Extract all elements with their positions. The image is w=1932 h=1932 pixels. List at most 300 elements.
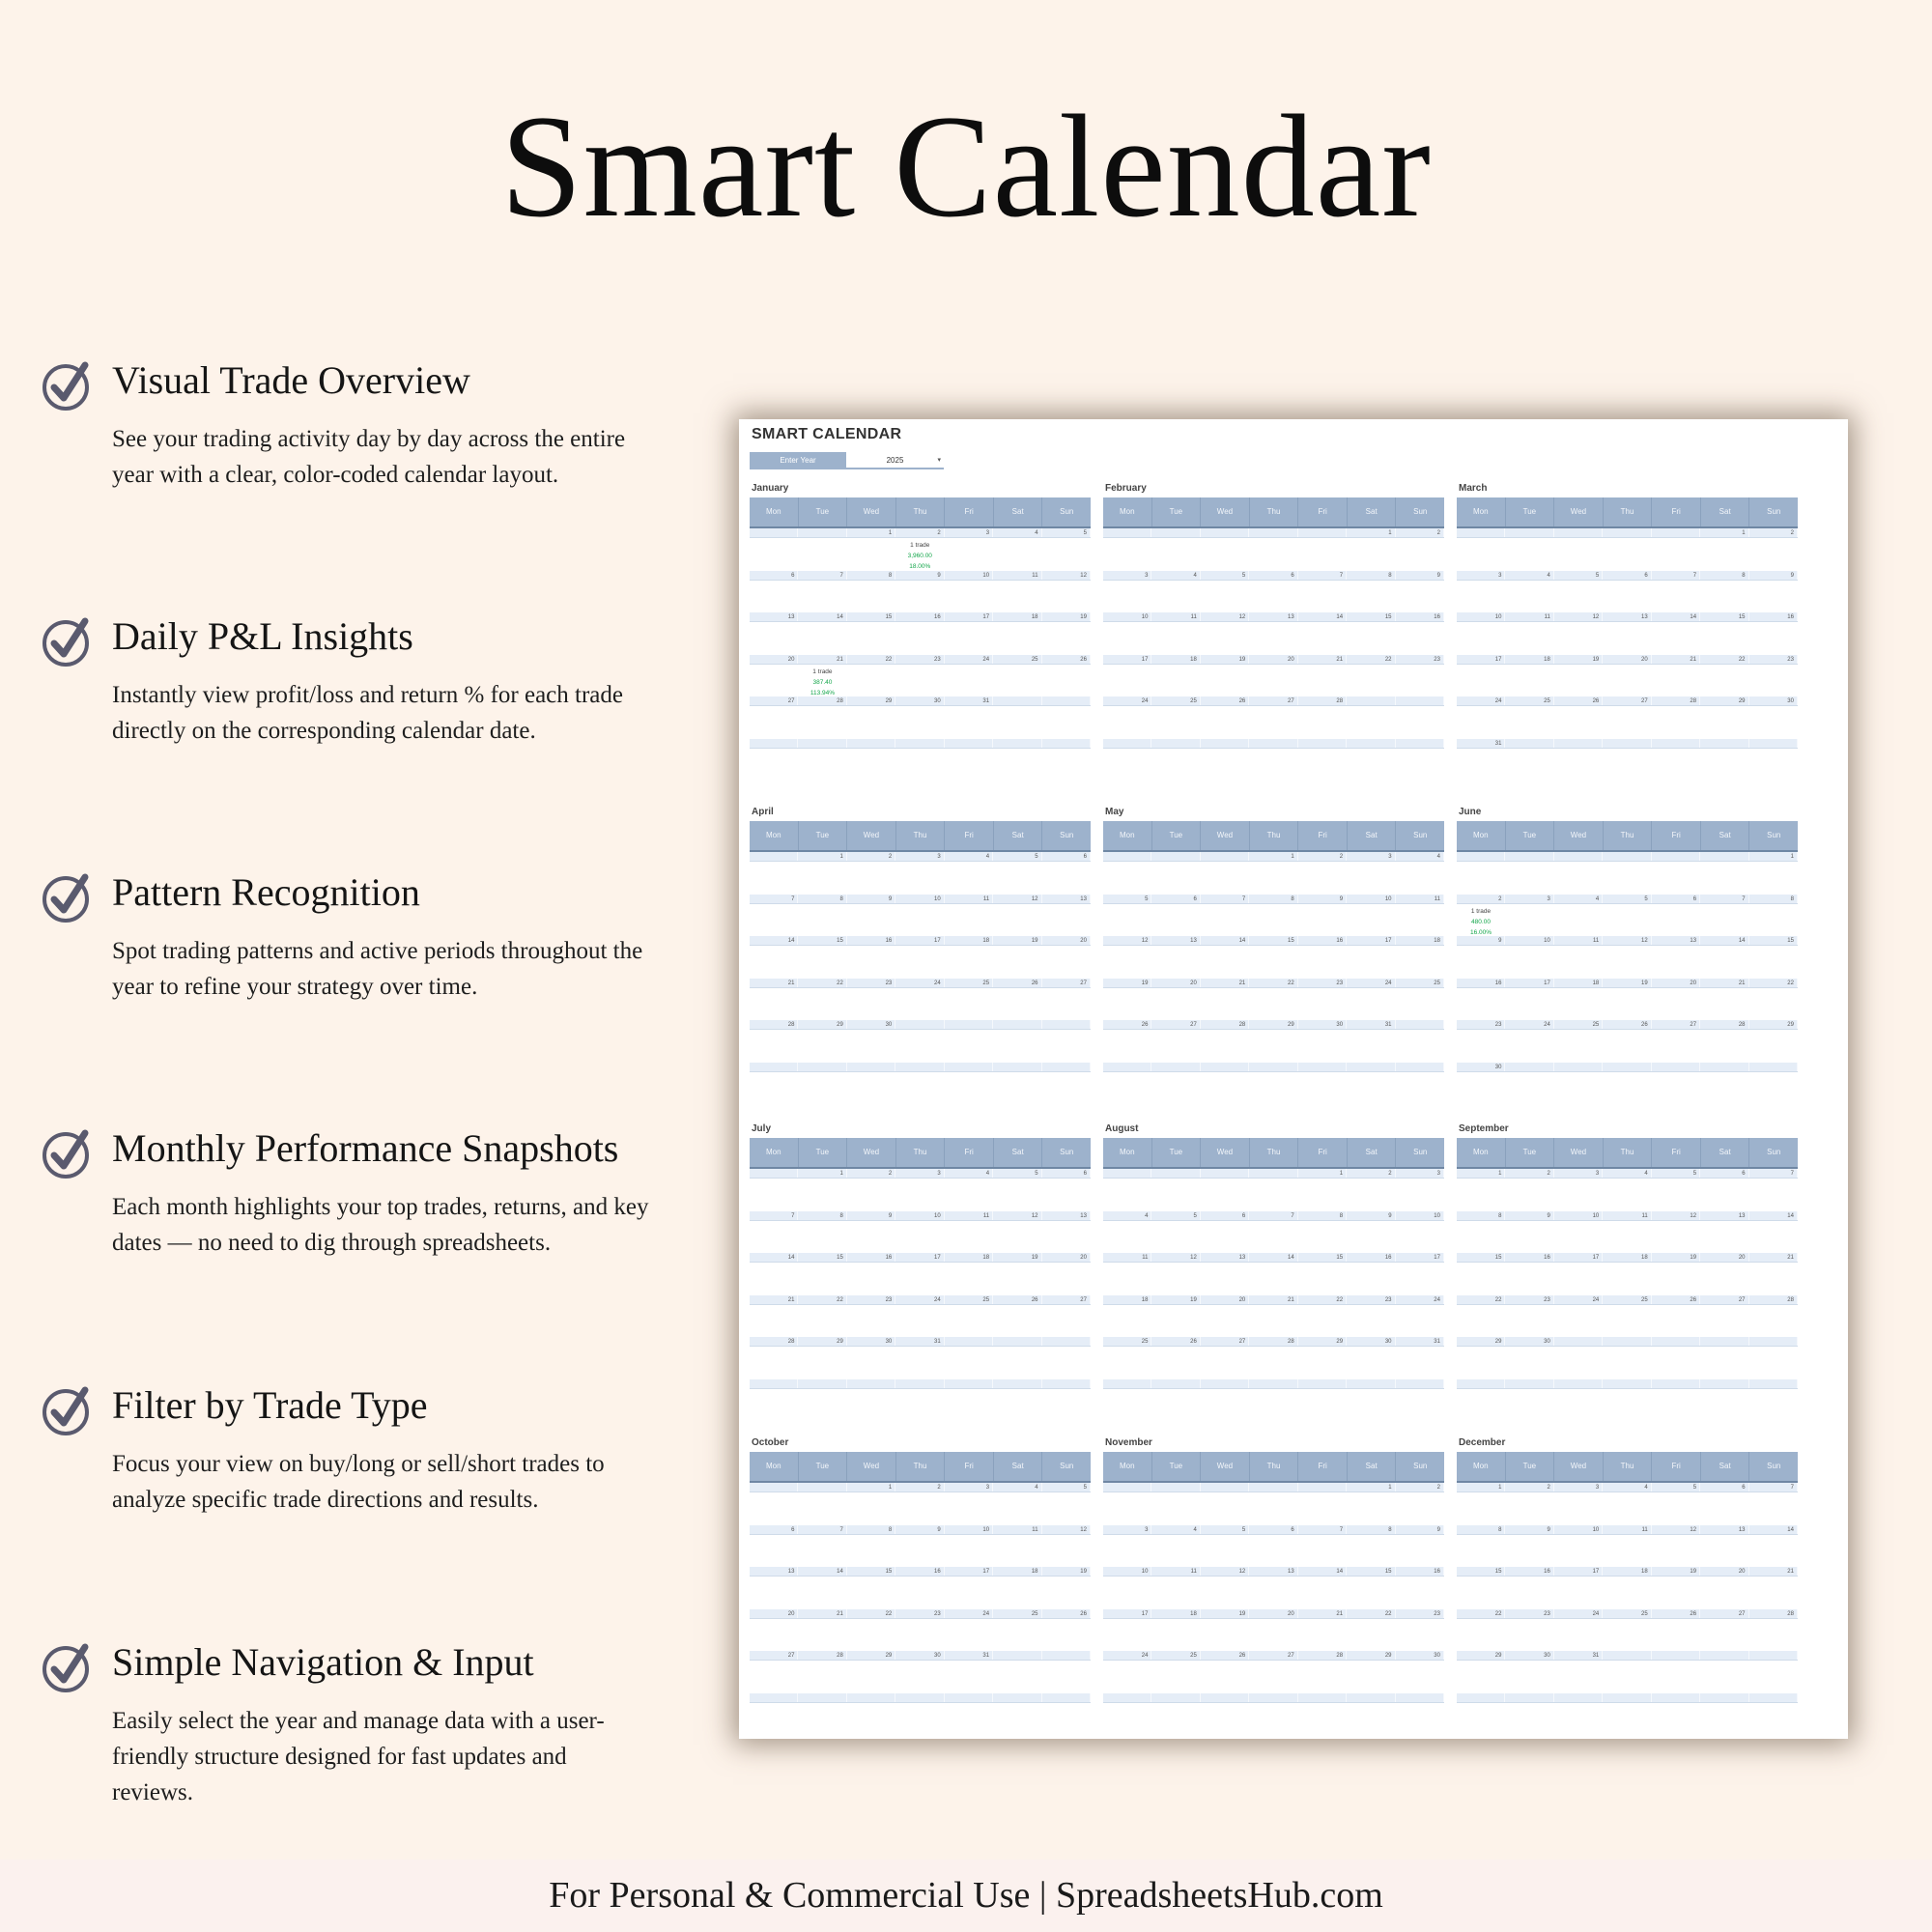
day-cell[interactable]: 27 bbox=[1700, 1295, 1748, 1304]
day-cell[interactable] bbox=[1249, 1693, 1297, 1702]
day-cell[interactable] bbox=[798, 1483, 846, 1492]
day-cell[interactable] bbox=[1554, 1693, 1603, 1702]
day-cell[interactable]: 2 bbox=[1505, 1483, 1553, 1492]
day-cell[interactable]: 24 bbox=[1347, 979, 1395, 987]
day-cell[interactable]: 10 bbox=[1103, 1567, 1151, 1576]
day-cell[interactable] bbox=[750, 1063, 798, 1071]
day-cell[interactable]: 6 bbox=[1700, 1169, 1748, 1178]
day-cell[interactable]: 3 bbox=[1347, 852, 1395, 861]
day-cell[interactable]: 25 bbox=[1103, 1337, 1151, 1346]
day-cell[interactable] bbox=[750, 739, 798, 748]
day-cell[interactable] bbox=[1652, 528, 1700, 537]
day-cell[interactable]: 3 bbox=[1554, 1169, 1603, 1178]
day-cell[interactable]: 26 bbox=[1652, 1609, 1700, 1618]
day-cell[interactable] bbox=[993, 696, 1041, 705]
day-cell[interactable]: 8 bbox=[1249, 895, 1297, 903]
day-cell[interactable]: 8 bbox=[1457, 1525, 1505, 1534]
day-cell[interactable]: 10 bbox=[1103, 612, 1151, 621]
day-cell[interactable]: 9 bbox=[847, 1211, 895, 1220]
day-cell[interactable]: 8 bbox=[1457, 1211, 1505, 1220]
day-cell[interactable]: 21 bbox=[750, 1295, 798, 1304]
day-cell[interactable]: 24 bbox=[1396, 1295, 1444, 1304]
day-cell[interactable]: 5 bbox=[1103, 895, 1151, 903]
day-cell[interactable]: 25 bbox=[1554, 1020, 1603, 1029]
day-cell[interactable] bbox=[945, 1337, 993, 1346]
day-cell[interactable]: 27 bbox=[1201, 1337, 1249, 1346]
day-cell[interactable] bbox=[1505, 528, 1553, 537]
day-cell[interactable]: 20 bbox=[1700, 1253, 1748, 1262]
day-cell[interactable]: 4 bbox=[1603, 1483, 1651, 1492]
day-cell[interactable]: 27 bbox=[750, 1651, 798, 1660]
day-cell[interactable]: 18 bbox=[1151, 1609, 1200, 1618]
day-cell[interactable]: 26 bbox=[993, 979, 1041, 987]
day-cell[interactable]: 19 bbox=[1603, 979, 1651, 987]
day-cell[interactable]: 23 bbox=[1396, 655, 1444, 664]
day-cell[interactable]: 17 bbox=[1554, 1567, 1603, 1576]
day-cell[interactable]: 1 bbox=[1347, 528, 1395, 537]
day-cell[interactable]: 18 bbox=[945, 936, 993, 945]
day-cell[interactable]: 28 bbox=[1249, 1337, 1297, 1346]
day-cell[interactable]: 2 bbox=[1396, 1483, 1444, 1492]
day-cell[interactable]: 10 bbox=[1347, 895, 1395, 903]
day-cell[interactable]: 19 bbox=[1652, 1567, 1700, 1576]
day-cell[interactable]: 23 bbox=[847, 1295, 895, 1304]
day-cell[interactable]: 19 bbox=[1151, 1295, 1200, 1304]
day-cell[interactable] bbox=[1749, 1379, 1798, 1388]
day-cell[interactable] bbox=[1652, 1063, 1700, 1071]
day-cell[interactable]: 10 bbox=[945, 1525, 993, 1534]
day-cell[interactable] bbox=[1505, 852, 1553, 861]
day-cell[interactable]: 12 bbox=[1652, 1211, 1700, 1220]
day-cell[interactable] bbox=[1347, 1063, 1395, 1071]
day-cell[interactable] bbox=[993, 739, 1041, 748]
day-cell[interactable]: 16 bbox=[895, 1567, 944, 1576]
day-cell[interactable]: 31 bbox=[895, 1337, 944, 1346]
day-cell[interactable] bbox=[1249, 1379, 1297, 1388]
day-cell[interactable]: 5 bbox=[1652, 1169, 1700, 1178]
day-cell[interactable] bbox=[1396, 1379, 1444, 1388]
day-cell[interactable]: 2 bbox=[1749, 528, 1798, 537]
day-cell[interactable]: 11 bbox=[1603, 1211, 1651, 1220]
day-cell[interactable]: 6 bbox=[1700, 1483, 1748, 1492]
day-cell[interactable] bbox=[1749, 739, 1798, 748]
day-cell[interactable]: 25 bbox=[1151, 1651, 1200, 1660]
day-cell[interactable]: 18 bbox=[1554, 979, 1603, 987]
day-cell[interactable]: 17 bbox=[895, 1253, 944, 1262]
day-cell[interactable]: 29 bbox=[1249, 1020, 1297, 1029]
day-cell[interactable]: 21 bbox=[1700, 979, 1748, 987]
day-cell[interactable]: 23 bbox=[1457, 1020, 1505, 1029]
day-cell[interactable] bbox=[1347, 696, 1395, 705]
day-cell[interactable] bbox=[1298, 1483, 1347, 1492]
day-cell[interactable]: 8 bbox=[847, 1525, 895, 1534]
day-cell[interactable] bbox=[945, 1693, 993, 1702]
day-cell[interactable]: 25 bbox=[993, 1609, 1041, 1618]
day-cell[interactable]: 30 bbox=[895, 1651, 944, 1660]
day-cell[interactable]: 21 bbox=[1652, 655, 1700, 664]
day-cell[interactable] bbox=[1396, 739, 1444, 748]
day-cell[interactable] bbox=[993, 1379, 1041, 1388]
day-cell[interactable] bbox=[1554, 528, 1603, 537]
day-cell[interactable]: 14 bbox=[750, 1253, 798, 1262]
day-cell[interactable] bbox=[1457, 528, 1505, 537]
day-cell[interactable]: 15 bbox=[847, 612, 895, 621]
day-cell[interactable]: 1 bbox=[798, 1169, 846, 1178]
day-cell[interactable]: 11 bbox=[993, 571, 1041, 580]
day-cell[interactable]: 24 bbox=[945, 1609, 993, 1618]
day-cell[interactable] bbox=[993, 1063, 1041, 1071]
day-cell[interactable]: 30 bbox=[895, 696, 944, 705]
day-cell[interactable]: 18 bbox=[1103, 1295, 1151, 1304]
day-cell[interactable]: 16 bbox=[1505, 1567, 1553, 1576]
day-cell[interactable]: 3 bbox=[1103, 1525, 1151, 1534]
day-cell[interactable]: 6 bbox=[1151, 895, 1200, 903]
day-cell[interactable]: 6 bbox=[1249, 1525, 1297, 1534]
day-cell[interactable] bbox=[1603, 1063, 1651, 1071]
day-cell[interactable]: 25 bbox=[1603, 1295, 1651, 1304]
day-cell[interactable]: 1 bbox=[798, 852, 846, 861]
day-cell[interactable] bbox=[993, 1020, 1041, 1029]
day-cell[interactable]: 4 bbox=[945, 1169, 993, 1178]
day-cell[interactable]: 2 bbox=[847, 852, 895, 861]
day-cell[interactable]: 22 bbox=[798, 979, 846, 987]
day-cell[interactable]: 31 bbox=[945, 1651, 993, 1660]
day-cell[interactable]: 13 bbox=[1652, 936, 1700, 945]
day-cell[interactable]: 7 bbox=[1652, 571, 1700, 580]
day-cell[interactable]: 7 bbox=[750, 1211, 798, 1220]
day-cell[interactable]: 31 bbox=[1347, 1020, 1395, 1029]
day-cell[interactable]: 20 bbox=[1042, 1253, 1091, 1262]
day-cell[interactable]: 6 bbox=[750, 571, 798, 580]
day-cell[interactable]: 7 bbox=[1749, 1483, 1798, 1492]
day-cell[interactable]: 20 bbox=[1249, 655, 1297, 664]
day-cell[interactable]: 26 bbox=[1652, 1295, 1700, 1304]
day-cell[interactable]: 12 bbox=[1151, 1253, 1200, 1262]
day-cell[interactable] bbox=[1700, 1693, 1748, 1702]
day-cell[interactable] bbox=[1396, 1063, 1444, 1071]
day-cell[interactable]: 24 bbox=[895, 1295, 944, 1304]
day-cell[interactable]: 8 bbox=[798, 1211, 846, 1220]
day-cell[interactable]: 16 bbox=[1505, 1253, 1553, 1262]
day-cell[interactable]: 23 bbox=[1749, 655, 1798, 664]
day-cell[interactable] bbox=[1603, 852, 1651, 861]
day-cell[interactable]: 5 bbox=[1151, 1211, 1200, 1220]
day-cell[interactable]: 6 bbox=[750, 1525, 798, 1534]
day-cell[interactable] bbox=[1298, 1693, 1347, 1702]
day-cell[interactable]: 30 bbox=[1505, 1337, 1553, 1346]
day-cell[interactable] bbox=[1603, 528, 1651, 537]
day-cell[interactable]: 22 bbox=[847, 1609, 895, 1618]
day-cell[interactable] bbox=[1700, 1337, 1748, 1346]
day-cell[interactable]: 5 bbox=[1603, 895, 1651, 903]
day-cell[interactable]: 27 bbox=[1700, 1609, 1748, 1618]
day-cell[interactable]: 30 bbox=[1396, 1651, 1444, 1660]
day-cell[interactable]: 12 bbox=[1554, 612, 1603, 621]
day-cell[interactable]: 28 bbox=[1298, 696, 1347, 705]
day-cell[interactable] bbox=[750, 1379, 798, 1388]
day-cell[interactable]: 16 bbox=[847, 936, 895, 945]
day-cell[interactable]: 19 bbox=[1554, 655, 1603, 664]
day-cell[interactable]: 20 bbox=[750, 655, 798, 664]
day-cell[interactable] bbox=[1749, 1693, 1798, 1702]
day-cell[interactable]: 10 bbox=[945, 571, 993, 580]
day-cell[interactable] bbox=[798, 739, 846, 748]
day-cell[interactable] bbox=[1201, 852, 1249, 861]
day-cell[interactable] bbox=[1103, 1483, 1151, 1492]
day-cell[interactable]: 30 bbox=[1347, 1337, 1395, 1346]
day-cell[interactable] bbox=[750, 1169, 798, 1178]
day-cell[interactable]: 21 bbox=[1749, 1253, 1798, 1262]
day-cell[interactable]: 13 bbox=[1042, 1211, 1091, 1220]
day-cell[interactable]: 24 bbox=[1457, 696, 1505, 705]
day-cell[interactable]: 22 bbox=[1700, 655, 1748, 664]
day-cell[interactable]: 21 bbox=[1201, 979, 1249, 987]
day-cell[interactable]: 17 bbox=[895, 936, 944, 945]
day-cell[interactable]: 20 bbox=[1042, 936, 1091, 945]
day-cell[interactable]: 4 bbox=[1151, 571, 1200, 580]
day-cell[interactable]: 9 bbox=[847, 895, 895, 903]
day-cell[interactable] bbox=[847, 1693, 895, 1702]
day-cell[interactable]: 3 bbox=[1554, 1483, 1603, 1492]
day-cell[interactable]: 31 bbox=[1554, 1651, 1603, 1660]
day-cell[interactable] bbox=[1201, 1169, 1249, 1178]
day-cell[interactable]: 3 bbox=[945, 1483, 993, 1492]
day-cell[interactable] bbox=[1505, 1063, 1553, 1071]
day-cell[interactable] bbox=[1103, 1169, 1151, 1178]
day-cell[interactable]: 5 bbox=[1042, 528, 1091, 537]
day-cell[interactable]: 26 bbox=[1554, 696, 1603, 705]
day-cell[interactable]: 3 bbox=[1505, 895, 1553, 903]
day-cell[interactable] bbox=[1396, 1693, 1444, 1702]
day-cell[interactable] bbox=[798, 1063, 846, 1071]
day-cell[interactable]: 29 bbox=[1700, 696, 1748, 705]
day-cell[interactable]: 15 bbox=[1347, 612, 1395, 621]
day-cell[interactable]: 10 bbox=[895, 1211, 944, 1220]
day-cell[interactable]: 26 bbox=[1151, 1337, 1200, 1346]
day-cell[interactable]: 27 bbox=[1042, 1295, 1091, 1304]
day-cell[interactable]: 25 bbox=[1603, 1609, 1651, 1618]
day-cell[interactable] bbox=[895, 1063, 944, 1071]
day-cell[interactable]: 24 bbox=[945, 655, 993, 664]
day-cell[interactable] bbox=[1396, 696, 1444, 705]
day-cell[interactable]: 7 bbox=[1749, 1169, 1798, 1178]
day-cell[interactable] bbox=[1042, 1337, 1091, 1346]
day-cell[interactable]: 14 bbox=[1749, 1525, 1798, 1534]
day-cell[interactable]: 11 bbox=[1505, 612, 1553, 621]
day-cell[interactable] bbox=[1749, 1651, 1798, 1660]
day-cell[interactable]: 1 bbox=[847, 1483, 895, 1492]
day-cell[interactable]: 12 bbox=[1103, 936, 1151, 945]
day-cell[interactable]: 19 bbox=[1201, 655, 1249, 664]
day-cell[interactable]: 5 bbox=[1652, 1483, 1700, 1492]
day-cell[interactable]: 22 bbox=[1249, 979, 1297, 987]
day-cell[interactable]: 9 bbox=[895, 571, 944, 580]
day-cell[interactable]: 5 bbox=[1554, 571, 1603, 580]
day-cell[interactable]: 27 bbox=[750, 696, 798, 705]
day-cell[interactable] bbox=[1042, 1379, 1091, 1388]
day-cell[interactable] bbox=[847, 1379, 895, 1388]
day-cell[interactable]: 25 bbox=[993, 655, 1041, 664]
day-cell[interactable]: 21 bbox=[1749, 1567, 1798, 1576]
day-cell[interactable]: 15 bbox=[1700, 612, 1748, 621]
day-cell[interactable]: 13 bbox=[1700, 1211, 1748, 1220]
day-cell[interactable]: 12 bbox=[1201, 612, 1249, 621]
day-cell[interactable] bbox=[1652, 739, 1700, 748]
day-cell[interactable] bbox=[1249, 528, 1297, 537]
day-cell[interactable]: 27 bbox=[1151, 1020, 1200, 1029]
day-cell[interactable] bbox=[1603, 739, 1651, 748]
day-cell[interactable]: 4 bbox=[1396, 852, 1444, 861]
day-cell[interactable] bbox=[1151, 1483, 1200, 1492]
day-cell[interactable]: 24 bbox=[1103, 696, 1151, 705]
day-cell[interactable]: 13 bbox=[1603, 612, 1651, 621]
day-cell[interactable]: 13 bbox=[1201, 1253, 1249, 1262]
day-cell[interactable] bbox=[1652, 1379, 1700, 1388]
day-cell[interactable] bbox=[1554, 1337, 1603, 1346]
day-cell[interactable]: 14 bbox=[1652, 612, 1700, 621]
day-cell[interactable]: 2 bbox=[1396, 528, 1444, 537]
day-cell[interactable] bbox=[945, 739, 993, 748]
day-cell[interactable]: 29 bbox=[1298, 1337, 1347, 1346]
day-cell[interactable] bbox=[1554, 739, 1603, 748]
day-cell[interactable]: 25 bbox=[1151, 696, 1200, 705]
day-cell[interactable]: 7 bbox=[750, 895, 798, 903]
day-cell[interactable]: 23 bbox=[1347, 1295, 1395, 1304]
day-cell[interactable]: 2 bbox=[895, 1483, 944, 1492]
day-cell[interactable] bbox=[1249, 739, 1297, 748]
day-cell[interactable]: 17 bbox=[945, 1567, 993, 1576]
day-cell[interactable]: 28 bbox=[1749, 1609, 1798, 1618]
day-cell[interactable] bbox=[1700, 1379, 1748, 1388]
day-cell[interactable]: 29 bbox=[847, 1651, 895, 1660]
day-cell[interactable] bbox=[1700, 1651, 1748, 1660]
day-cell[interactable]: 12 bbox=[993, 1211, 1041, 1220]
day-cell[interactable]: 15 bbox=[1457, 1253, 1505, 1262]
day-cell[interactable]: 14 bbox=[1700, 936, 1748, 945]
day-cell[interactable]: 21 bbox=[1249, 1295, 1297, 1304]
day-cell[interactable] bbox=[945, 1020, 993, 1029]
day-cell[interactable]: 26 bbox=[1042, 655, 1091, 664]
day-cell[interactable]: 22 bbox=[1749, 979, 1798, 987]
day-cell[interactable]: 19 bbox=[1103, 979, 1151, 987]
day-cell[interactable] bbox=[1652, 1651, 1700, 1660]
day-cell[interactable] bbox=[895, 1020, 944, 1029]
day-cell[interactable]: 28 bbox=[1201, 1020, 1249, 1029]
day-cell[interactable] bbox=[1652, 1693, 1700, 1702]
day-cell[interactable]: 3 bbox=[895, 852, 944, 861]
day-cell[interactable]: 26 bbox=[1603, 1020, 1651, 1029]
day-cell[interactable] bbox=[895, 1693, 944, 1702]
day-cell[interactable] bbox=[1201, 739, 1249, 748]
day-cell[interactable]: 18 bbox=[993, 1567, 1041, 1576]
day-cell[interactable]: 18 bbox=[993, 612, 1041, 621]
day-cell[interactable]: 2 bbox=[1457, 895, 1505, 903]
day-cell[interactable] bbox=[1151, 1063, 1200, 1071]
day-cell[interactable]: 20 bbox=[1201, 1295, 1249, 1304]
day-cell[interactable]: 9 bbox=[1298, 895, 1347, 903]
day-cell[interactable]: 20 bbox=[1151, 979, 1200, 987]
day-cell[interactable] bbox=[1103, 739, 1151, 748]
day-cell[interactable]: 21 bbox=[798, 1609, 846, 1618]
day-cell[interactable] bbox=[1103, 528, 1151, 537]
day-cell[interactable]: 27 bbox=[1042, 979, 1091, 987]
day-cell[interactable]: 22 bbox=[1457, 1295, 1505, 1304]
day-cell[interactable]: 7 bbox=[1249, 1211, 1297, 1220]
chevron-down-icon[interactable]: ▾ bbox=[937, 457, 941, 464]
day-cell[interactable]: 23 bbox=[895, 1609, 944, 1618]
day-cell[interactable]: 17 bbox=[1103, 655, 1151, 664]
day-cell[interactable]: 22 bbox=[1347, 1609, 1395, 1618]
day-cell[interactable]: 9 bbox=[1457, 936, 1505, 945]
day-cell[interactable] bbox=[1347, 1379, 1395, 1388]
day-cell[interactable]: 6 bbox=[1042, 1169, 1091, 1178]
day-cell[interactable]: 11 bbox=[1151, 1567, 1200, 1576]
day-cell[interactable]: 12 bbox=[1042, 571, 1091, 580]
day-cell[interactable] bbox=[1298, 528, 1347, 537]
day-cell[interactable]: 28 bbox=[750, 1020, 798, 1029]
day-cell[interactable]: 26 bbox=[1201, 696, 1249, 705]
day-cell[interactable]: 9 bbox=[1749, 571, 1798, 580]
day-cell[interactable]: 2 bbox=[847, 1169, 895, 1178]
day-cell[interactable] bbox=[945, 1063, 993, 1071]
day-cell[interactable]: 13 bbox=[1249, 1567, 1297, 1576]
day-cell[interactable]: 11 bbox=[993, 1525, 1041, 1534]
day-cell[interactable]: 1 bbox=[1457, 1483, 1505, 1492]
day-cell[interactable]: 22 bbox=[1298, 1295, 1347, 1304]
day-cell[interactable]: 9 bbox=[1505, 1525, 1553, 1534]
day-cell[interactable]: 16 bbox=[1396, 1567, 1444, 1576]
day-cell[interactable]: 2 bbox=[1347, 1169, 1395, 1178]
day-cell[interactable]: 15 bbox=[1249, 936, 1297, 945]
day-cell[interactable]: 29 bbox=[847, 696, 895, 705]
day-cell[interactable]: 12 bbox=[993, 895, 1041, 903]
day-cell[interactable]: 7 bbox=[1201, 895, 1249, 903]
day-cell[interactable]: 19 bbox=[1652, 1253, 1700, 1262]
day-cell[interactable]: 3 bbox=[1103, 571, 1151, 580]
day-cell[interactable]: 3 bbox=[895, 1169, 944, 1178]
day-cell[interactable]: 31 bbox=[1457, 739, 1505, 748]
day-cell[interactable] bbox=[1347, 1693, 1395, 1702]
day-cell[interactable]: 19 bbox=[993, 936, 1041, 945]
day-cell[interactable]: 25 bbox=[945, 979, 993, 987]
day-cell[interactable] bbox=[945, 1379, 993, 1388]
day-cell[interactable] bbox=[1298, 1379, 1347, 1388]
day-cell[interactable]: 11 bbox=[1603, 1525, 1651, 1534]
day-cell[interactable]: 29 bbox=[1457, 1651, 1505, 1660]
day-cell[interactable]: 14 bbox=[1201, 936, 1249, 945]
day-cell[interactable] bbox=[1457, 1693, 1505, 1702]
day-cell[interactable]: 19 bbox=[1042, 1567, 1091, 1576]
day-cell[interactable]: 16 bbox=[1457, 979, 1505, 987]
day-cell[interactable] bbox=[895, 1379, 944, 1388]
day-cell[interactable]: 1 bbox=[1749, 852, 1798, 861]
day-cell[interactable] bbox=[750, 852, 798, 861]
day-cell[interactable]: 15 bbox=[1457, 1567, 1505, 1576]
day-cell[interactable] bbox=[1249, 1483, 1297, 1492]
day-cell[interactable] bbox=[1201, 528, 1249, 537]
day-cell[interactable]: 7 bbox=[1700, 895, 1748, 903]
day-cell[interactable]: 11 bbox=[945, 895, 993, 903]
day-cell[interactable] bbox=[1151, 1379, 1200, 1388]
day-cell[interactable] bbox=[1201, 1379, 1249, 1388]
day-cell[interactable]: 12 bbox=[1603, 936, 1651, 945]
day-cell[interactable]: 15 bbox=[1749, 936, 1798, 945]
day-cell[interactable] bbox=[1201, 1483, 1249, 1492]
day-cell[interactable]: 18 bbox=[1603, 1253, 1651, 1262]
day-cell[interactable]: 22 bbox=[847, 655, 895, 664]
day-cell[interactable]: 26 bbox=[1201, 1651, 1249, 1660]
day-cell[interactable]: 12 bbox=[1042, 1525, 1091, 1534]
